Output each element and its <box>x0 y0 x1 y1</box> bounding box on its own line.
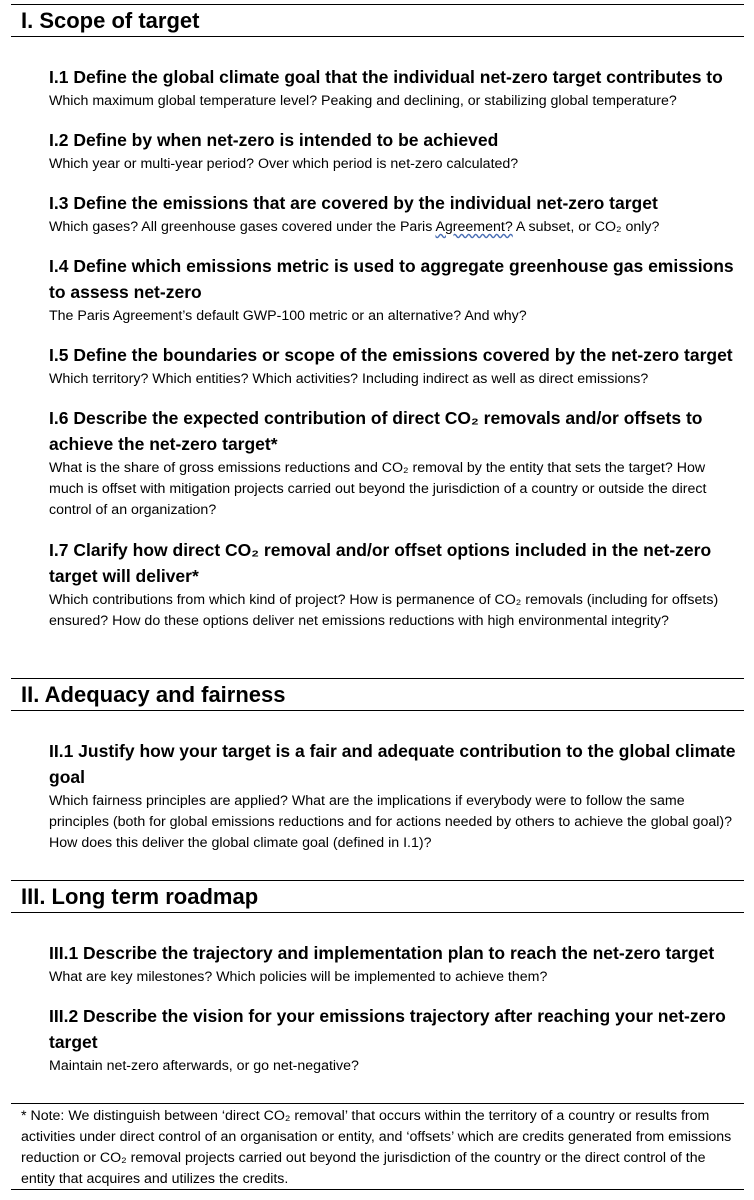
section-title: I. Scope of target <box>21 8 200 33</box>
item-I4 <box>49 253 739 327</box>
item-title: I.2 Define by when net-zero is intended to be achieved <box>49 130 499 150</box>
footnote: * Note: We distinguish between ‘direct CO₂ removal’ that occurs within the territory of a country or results from activities under direct control of an organisation or entity, and ‘offsets’ which are credits generated from emissions reduction or CO₂ removal projects carried out beyond the jurisdiction of the country or the direct control of the entity that acquires and utilizes the credits. <box>11 1103 744 1190</box>
item-III2 <box>49 1003 739 1077</box>
item-II1 <box>49 738 739 854</box>
section-title: III. Long term roadmap <box>21 884 259 909</box>
item-description: Which maximum global temperature level? Peaking and declining, or stabilizing global temperature? <box>49 93 677 109</box>
section-title: II. Adequacy and fairness <box>21 682 286 707</box>
item-I3 <box>49 190 739 238</box>
item-title: I.6 Describe the expected contribution of direct CO₂ removals and/or offsets to achieve the net-zero target* <box>49 408 703 454</box>
item-III1 <box>49 940 739 988</box>
item-title: I.7 Clarify how direct CO₂ removal and/or offset options included in the net-zero target will deliver* <box>49 540 712 586</box>
item-description: Maintain net-zero afterwards, or go net-negative? <box>49 1058 359 1074</box>
item-I2 <box>49 127 739 175</box>
item-description <box>49 217 739 238</box>
spellcheck-marked-word: Agreement? <box>435 219 513 235</box>
item-I7 <box>49 537 739 632</box>
item-description: Which fairness principles are applied? What are the implications if everybody were to follow the same principles (both for global emissions reductions and for actions needed by others to achieve the global goal)? How does this deliver the global climate goal (defined in I.1)? <box>49 793 732 851</box>
item-title: I.4 Define which emissions metric is used to aggregate greenhouse gas emissions to assess net-zero <box>49 256 734 302</box>
item-title: I.5 Define the boundaries or scope of the emissions covered by the net-zero target <box>49 345 733 365</box>
item-title: III.1 Describe the trajectory and implementation plan to reach the net-zero target <box>49 943 715 963</box>
item-title: I.1 Define the global climate goal that the individual net-zero target contributes to <box>49 67 723 87</box>
item-description: The Paris Agreement’s default GWP-100 metric or an alternative? And why? <box>49 308 527 324</box>
item-description: What are key milestones? Which policies will be implemented to achieve them? <box>49 969 548 985</box>
item-description: Which contributions from which kind of project? How is permanence of CO₂ removals (including for offsets) ensured? How do these options deliver net emissions reductions with high environmental integrity? <box>49 592 719 629</box>
item-title: III.2 Describe the vision for your emissions trajectory after reaching your net-zero target <box>49 1006 726 1052</box>
section-header-roadmap <box>11 880 744 913</box>
item-I6 <box>49 405 739 521</box>
item-title: II.1 Justify how your target is a fair and adequate contribution to the global climate goal <box>49 741 736 787</box>
item-I1 <box>49 64 739 112</box>
item-description: What is the share of gross emissions reductions and CO₂ removal by the entity that sets the target? How much is offset with mitigation projects carried out beyond the jurisdiction of a country or outside the direct control of an organization? <box>49 460 707 518</box>
item-description: Which territory? Which entities? Which activities? Including indirect as well as direct emissions? <box>49 371 649 387</box>
section-header-scope <box>11 4 744 37</box>
item-description-part: Which gases? All greenhouse gases covered under the Paris <box>49 219 436 235</box>
item-I5 <box>49 342 739 390</box>
item-title: I.3 Define the emissions that are covered by the individual net-zero target <box>49 193 658 213</box>
item-description-part: A subset, or CO₂ only? <box>512 219 660 235</box>
item-description: Which year or multi-year period? Over which period is net-zero calculated? <box>49 156 519 172</box>
section-header-adequacy <box>11 678 744 711</box>
